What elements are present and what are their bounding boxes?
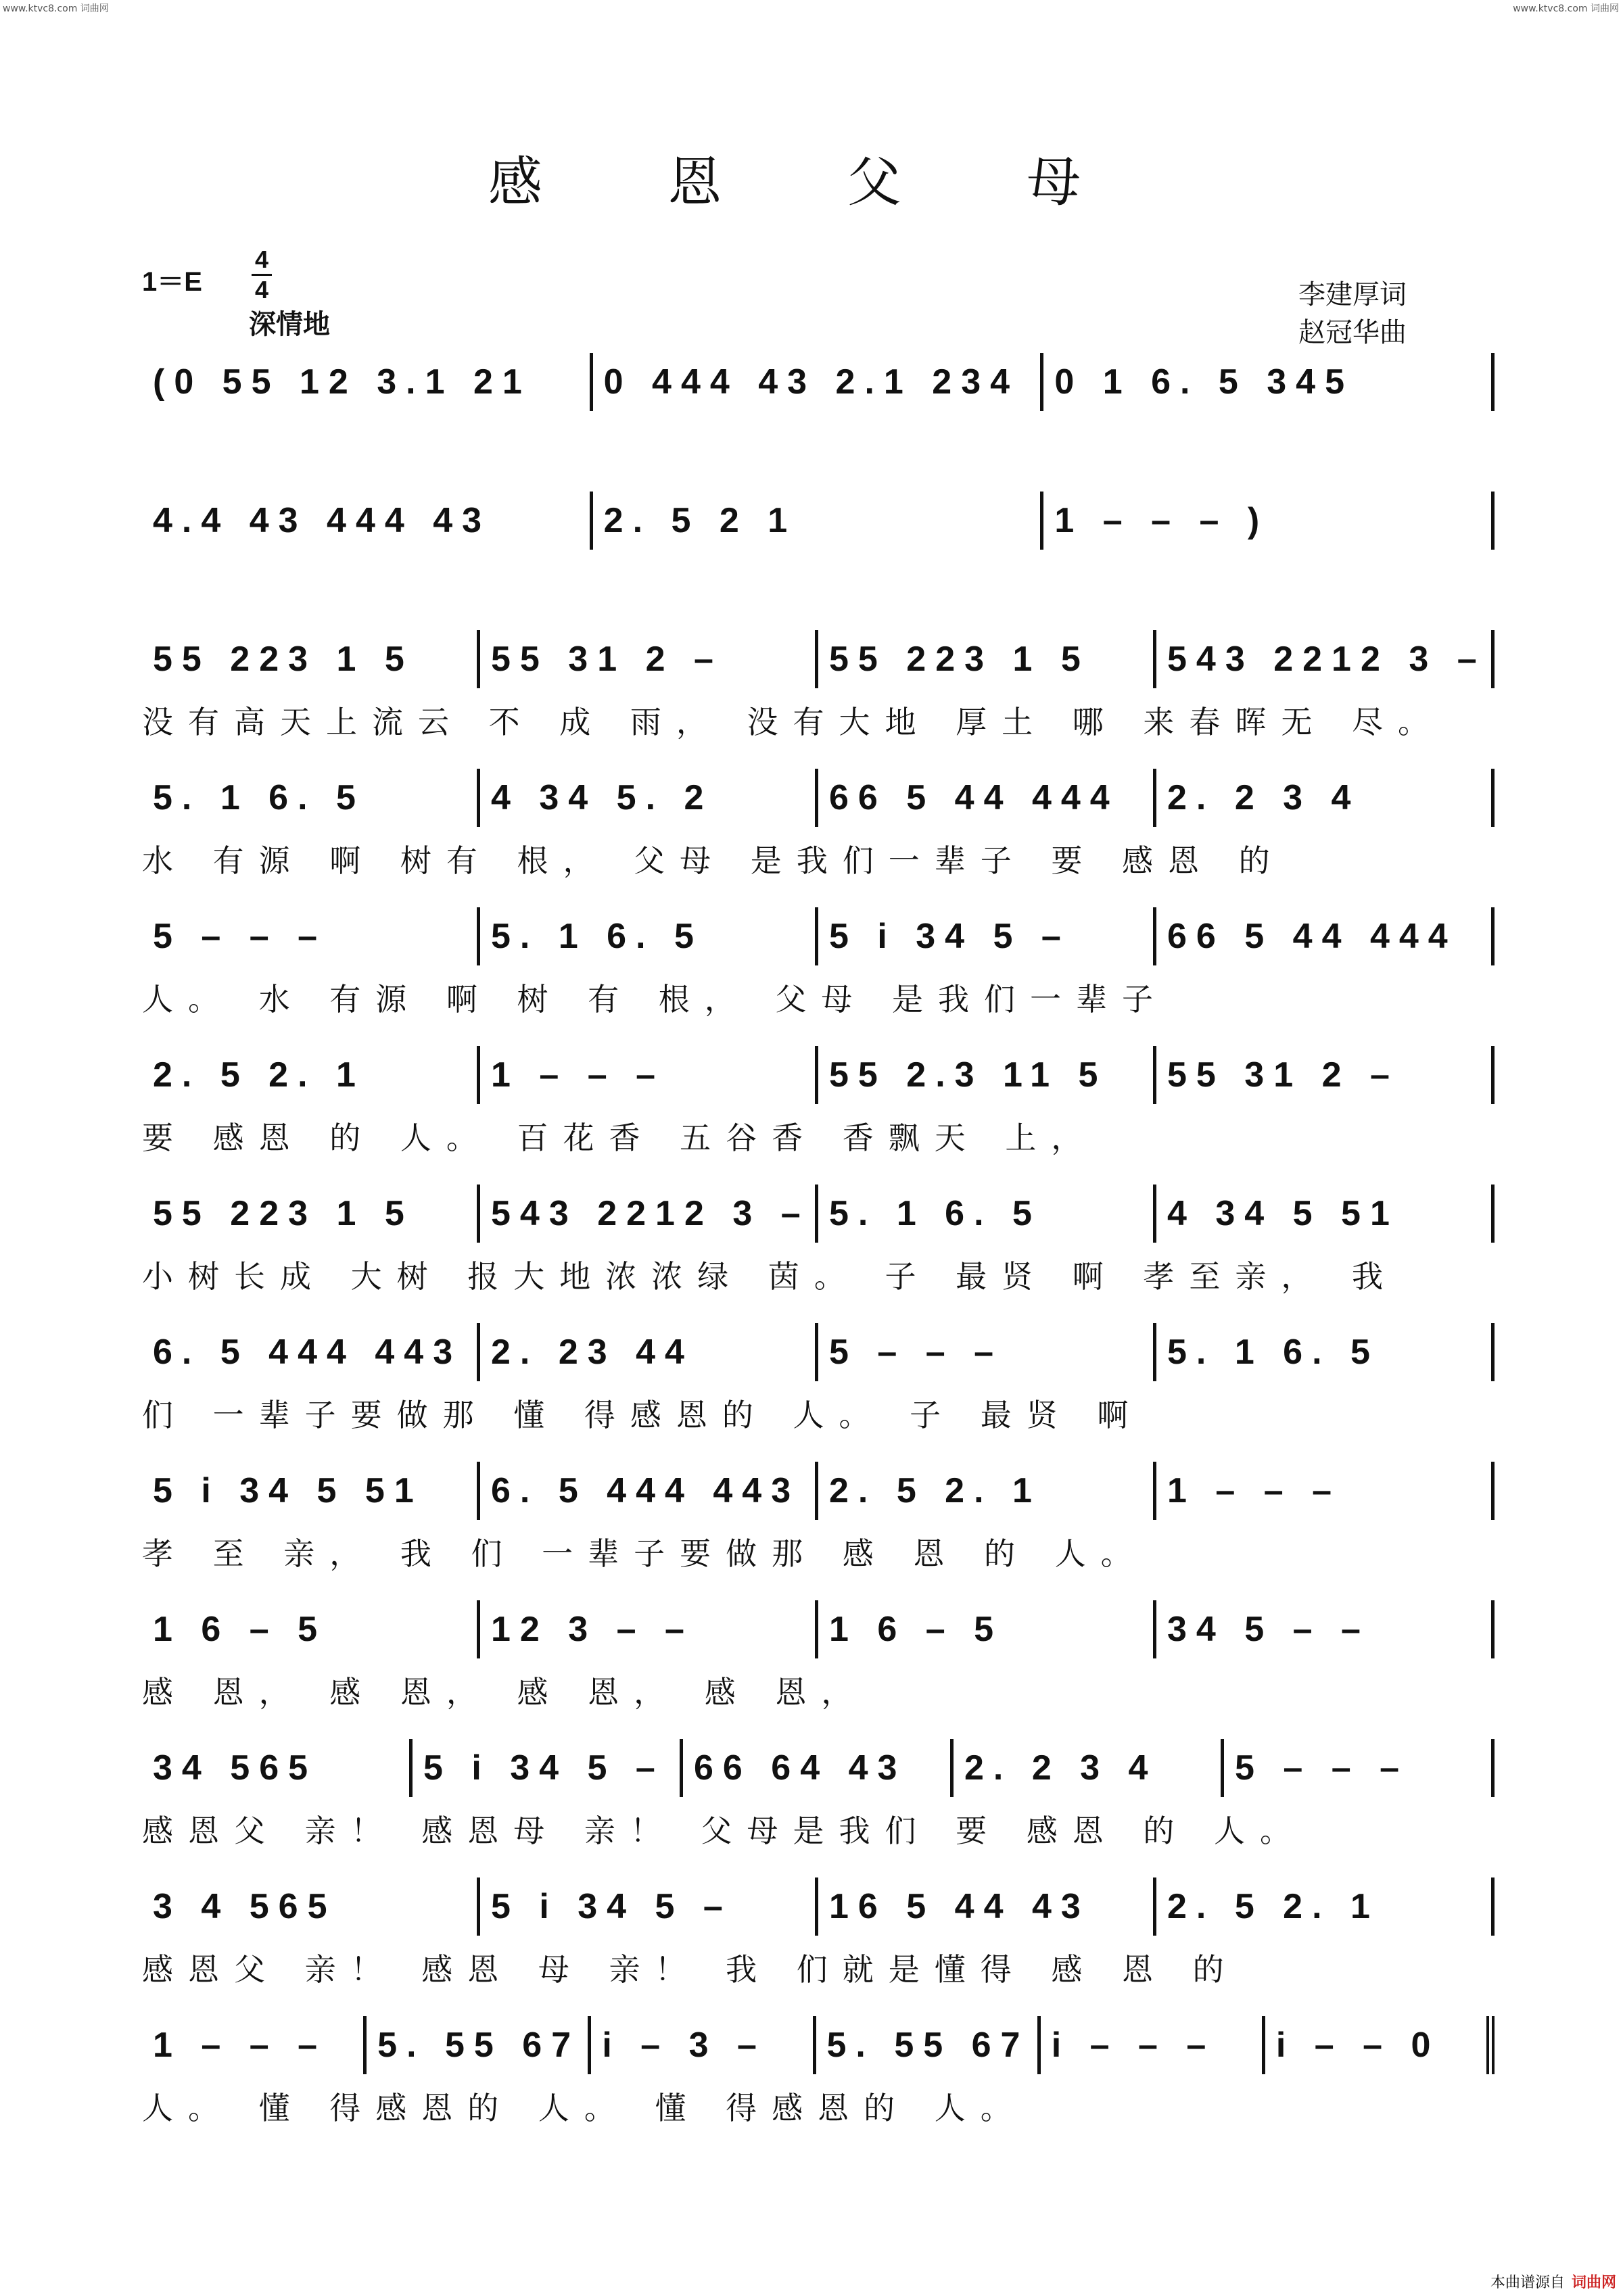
score-row — [142, 1183, 1495, 1322]
measure: i – – 0 — [1265, 2016, 1495, 2074]
measure: 66 5 44 444 — [818, 769, 1156, 827]
footer-brand: 词曲网 — [1571, 2274, 1616, 2291]
measure: 16 5 44 43 — [818, 1878, 1156, 1936]
score-row — [142, 1876, 1495, 2015]
measure: 55 223 1 5 — [142, 1185, 480, 1243]
measure: 5 i 34 5 – — [480, 1878, 818, 1936]
measure: 55 2.3 11 5 — [818, 1046, 1156, 1104]
measure: 5 – – – — [818, 1323, 1156, 1381]
measure: 55 31 2 – — [1156, 1046, 1495, 1104]
notation-line — [142, 906, 1495, 967]
measure: 55 223 1 5 — [142, 630, 480, 688]
measure: 2. 23 44 — [480, 1323, 818, 1381]
measure: 2. 5 2. 1 — [1156, 1878, 1495, 1936]
measure: 1 6 – 5 — [818, 1600, 1156, 1658]
meter-top: 4 — [254, 245, 269, 273]
measure: 55 223 1 5 — [818, 630, 1156, 688]
lyric-line: 水 有源 啊 树有 根， 父母 是我们一辈子 要 感恩 的 — [142, 842, 1285, 879]
measure: 1 6 – 5 — [142, 1600, 480, 1658]
time-signature — [252, 247, 272, 303]
notation-line — [142, 1183, 1495, 1244]
score-row — [142, 906, 1495, 1045]
measure: 543 2212 3 – — [480, 1185, 818, 1243]
measure: 5. 1 6. 5 — [1156, 1323, 1495, 1381]
site-watermark-right: www.ktvc8.com 词曲网 — [1513, 3, 1619, 14]
meter-bottom: 4 — [254, 276, 269, 304]
notation-line — [142, 1738, 1495, 1798]
lyric-line: 孝 至 亲， 我 们 一辈子要做那 感 恩 的 人。 — [142, 1535, 1147, 1572]
measure: 2. 5 2 1 — [593, 492, 1044, 550]
score — [142, 352, 1495, 2153]
measure: 5 i 34 5 51 — [142, 1462, 480, 1520]
notation-line — [142, 352, 1495, 412]
measure: 3 4 565 — [142, 1878, 480, 1936]
lyric-line: 小树长成 大树 报大地浓浓绿 茵。 子 最贤 啊 孝至亲， 我 — [142, 1258, 1398, 1295]
notation-line — [142, 629, 1495, 690]
measure: i – – – — [1041, 2016, 1265, 2074]
measure: 66 5 44 444 — [1156, 907, 1495, 965]
footer-text: 本曲谱源自 — [1490, 2274, 1565, 2291]
measure: 2. 2 3 4 — [1156, 769, 1495, 827]
measure: 5. 55 67 — [367, 2016, 591, 2074]
score-row — [142, 1460, 1495, 1599]
measure: 4 34 5. 2 — [480, 769, 818, 827]
measure: 6. 5 444 443 — [142, 1323, 480, 1381]
measure: 12 3 – – — [480, 1600, 818, 1658]
measure: 5. 1 6. 5 — [142, 769, 480, 827]
measure: (0 55 12 3.1 21 — [142, 353, 593, 411]
notation-line — [142, 490, 1495, 551]
lyric-line: 人。 水 有源 啊 树 有 根， 父母 是我们一辈子 — [142, 981, 1168, 1018]
notation-line — [142, 1876, 1495, 1937]
lyric-line: 感恩父 亲！ 感恩母 亲！ 父母是我们 要 感恩 的 人。 — [142, 1813, 1306, 1849]
measure: 543 2212 3 – — [1156, 630, 1495, 688]
measure: 55 31 2 – — [480, 630, 818, 688]
measure: 34 565 — [142, 1739, 413, 1797]
key-signature: 1＝E — [142, 267, 202, 297]
measure: 5 i 34 5 – — [413, 1739, 683, 1797]
score-row — [142, 629, 1495, 767]
measure: 2. 5 2. 1 — [142, 1046, 480, 1104]
measure: 5 – – – — [1224, 1739, 1495, 1797]
measure: 2. 5 2. 1 — [818, 1462, 1156, 1520]
measure: 1 – – – — [1156, 1462, 1495, 1520]
lyric-line — [142, 419, 1495, 467]
lyric-line: 人。 懂 得感恩的 人。 懂 得感恩的 人。 — [142, 2090, 1027, 2126]
lyric-line: 要 感恩 的 人。 百花香 五谷香 香飘天 上， — [142, 1120, 1098, 1156]
measure: 5. 55 67 — [816, 2016, 1041, 2074]
lyric-line: 感恩父 亲！ 感恩 母 亲！ 我 们就是懂得 感 恩 的 — [142, 1951, 1239, 1988]
measure: 4.4 43 444 43 — [142, 492, 593, 550]
notation-line — [142, 1045, 1495, 1105]
composer: 赵冠华曲 — [1298, 317, 1407, 348]
measure: 1 – – – — [142, 2016, 367, 2074]
score-row — [142, 1322, 1495, 1460]
measure: 2. 2 3 4 — [954, 1739, 1224, 1797]
score-row — [142, 2015, 1495, 2153]
lyric-line: 没有高天上流云 不 成 雨， 没有大地 厚土 哪 来春晖无 尽。 — [142, 704, 1444, 740]
score-row — [142, 490, 1495, 629]
notation-line — [142, 1460, 1495, 1521]
notation-line — [142, 2015, 1495, 2076]
lyric-line — [142, 558, 1495, 605]
score-row — [142, 1045, 1495, 1183]
measure: 5. 1 6. 5 — [818, 1185, 1156, 1243]
score-row — [142, 352, 1495, 490]
tempo-marking: 深情地 — [249, 309, 330, 340]
score-row — [142, 767, 1495, 906]
notation-line — [142, 1599, 1495, 1660]
credits — [1298, 276, 1407, 352]
notation-line — [142, 1322, 1495, 1383]
lyricist: 李建厚词 — [1298, 279, 1407, 310]
measure: 34 5 – – — [1156, 1600, 1495, 1658]
site-watermark-left: www.ktvc8.com 词曲网 — [3, 3, 109, 14]
song-title: 感 恩 父 母 — [488, 151, 1135, 214]
measure: 66 64 43 — [683, 1739, 954, 1797]
score-row — [142, 1738, 1495, 1876]
score-row — [142, 1599, 1495, 1738]
measure: 5 – – – — [142, 907, 480, 965]
measure: 1 – – – ) — [1043, 492, 1495, 550]
measure: 0 444 43 2.1 234 — [593, 353, 1044, 411]
notation-line — [142, 767, 1495, 828]
footer — [1490, 2271, 1616, 2292]
measure: 4 34 5 51 — [1156, 1185, 1495, 1243]
measure: 5 i 34 5 – — [818, 907, 1156, 965]
measure: i – 3 – — [591, 2016, 816, 2074]
lyric-line: 们 一辈子要做那 懂 得感恩的 人。 子 最贤 啊 — [142, 1397, 1144, 1433]
measure: 6. 5 444 443 — [480, 1462, 818, 1520]
measure: 0 1 6. 5 345 — [1043, 353, 1495, 411]
measure: 5. 1 6. 5 — [480, 907, 818, 965]
measure: 1 – – – — [480, 1046, 818, 1104]
lyric-line: 感 恩， 感 恩， 感 恩， 感 恩， — [142, 1674, 868, 1711]
